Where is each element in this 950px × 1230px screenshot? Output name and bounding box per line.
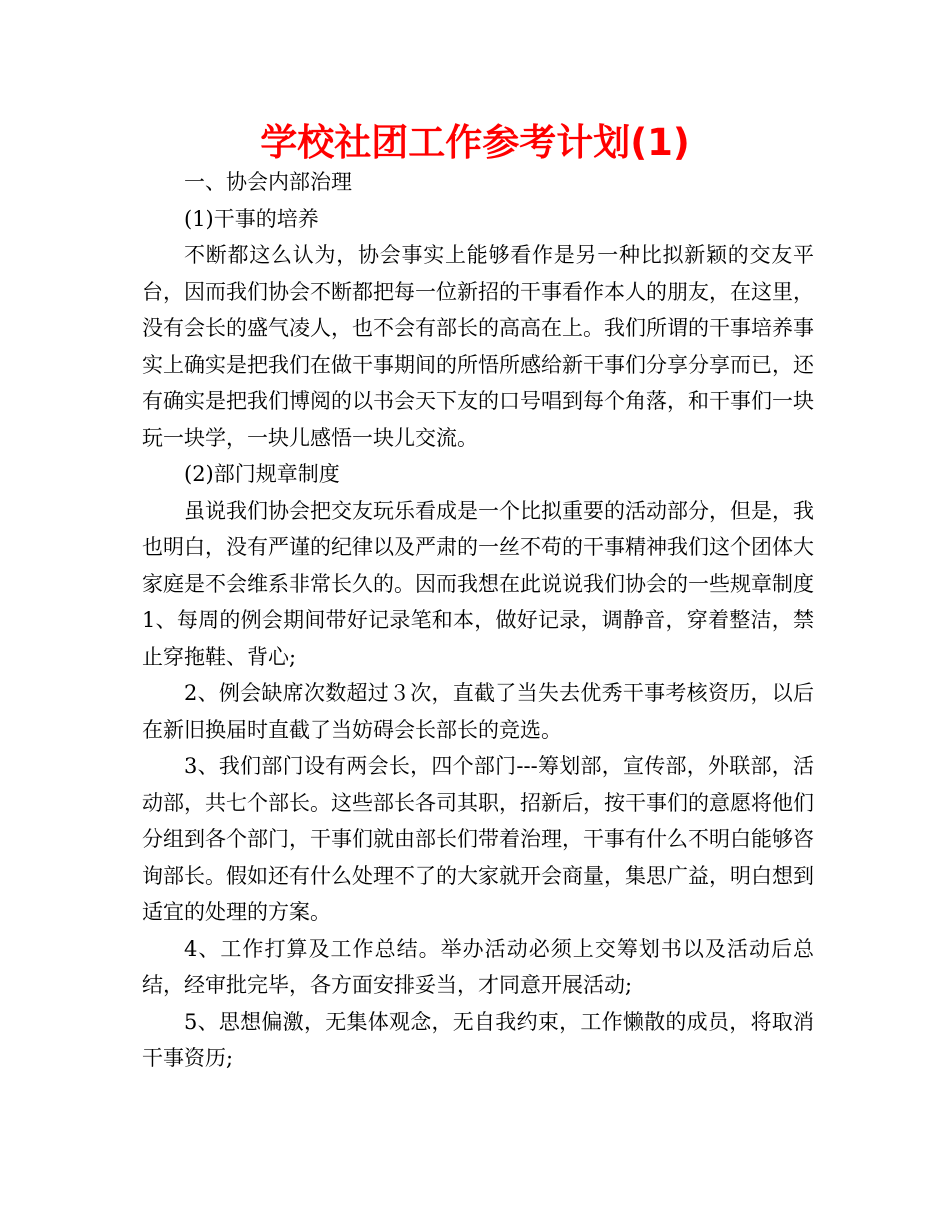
body-paragraph: 不断都这么认为，协会事实上能够看作是另一种比拟新颖的交友平台，因而我们协会不断都把每一位新招的干事看作本人的朋友，在这里，没有会长的盛气凌人，也不会有部长的高高在上。我们所谓的干事培养事实上确实是把我们在做干事期间的所悟所感给新干事们分享分享而已，还有确实是把我们博阅的以书会天下友的口号唱到每个角落，和干事们一块玩一块学，一块儿感悟一块儿交流。 xyxy=(142,243,814,450)
rule-item: 2、例会缺席次数超过３次，直截了当失去优秀干事考核资历，以后在新旧换届时直截了当妨碍会长部长的竞选。 xyxy=(142,681,814,742)
subsection-heading: (2)部门规章制度 xyxy=(184,462,340,486)
document-body xyxy=(142,164,863,1077)
rule-item: 3、我们部门设有两会长，四个部门---筹划部，宣传部，外联部，活动部，共七个部长。这些部长各司其职，招新后，按干事们的意愿将他们分组到各个部门，干事们就由部长们带着治理，干事有什么不明白能够咨询部长。假如还有什么处理不了的大家就开会商量，集思广益，明白想到适宜的处理的方案。 xyxy=(142,754,814,924)
rule-item: 5、思想偏激，无集体观念，无自我约束，工作懒散的成员，将取消干事资历; xyxy=(142,1009,814,1070)
body-paragraph: 虽说我们协会把交友玩乐看成是一个比拟重要的活动部分，但是，我也明白，没有严谨的纪律以及严肃的一丝不苟的干事精神我们这个团体大家庭是不会维系非常长久的。因而我想在此说说我们协会的一些规章制度 1、每周的例会期间带好记录笔和本，做好记录，调静音，穿着整洁，禁止穿拖鞋、背心; xyxy=(142,498,863,669)
section-heading: 一、协会内部治理 xyxy=(184,170,352,194)
document-title: 学校社团工作参考计划(1) xyxy=(260,121,690,164)
subsection-heading: (1)干事的培养 xyxy=(184,206,319,231)
rule-item: 4、工作打算及工作总结。举办活动必须上交筹划书以及活动后总结，经审批完毕，各方面安排妥当，才同意开展活动; xyxy=(142,936,814,997)
